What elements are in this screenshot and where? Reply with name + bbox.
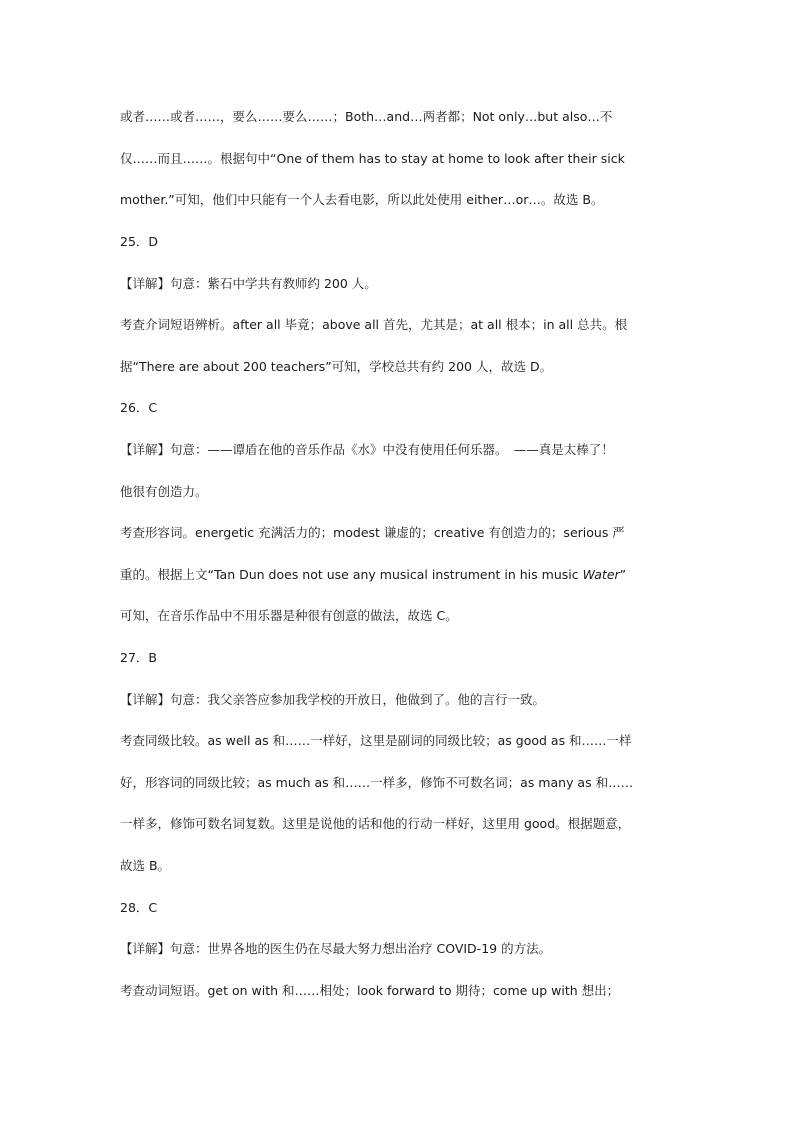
text-line: 或者……或者……，要么……要么……；Both…and…两者都；Not only…but also…不 (120, 109, 613, 124)
text-line: 考查介词短语辨析。after all 毕竟；above all 首先，尤其是；at all 根本；in all 总共。根 (120, 317, 628, 332)
text-line: 【详解】句意：——谭盾在他的音乐作品《水》中没有使用任何乐器。 ——真是太棒了！ (120, 442, 614, 457)
text-line: 故选 B。 (120, 858, 171, 873)
text-line: 可知，在音乐作品中不用乐器是种很有创意的做法，故选 C。 (120, 608, 458, 623)
question-number: 27．B (120, 650, 157, 665)
text-line: 考查形容词。energetic 充满活力的；modest 谦虚的；creative 有创造力的；serious 严 (120, 525, 625, 540)
text-line: 考查动词短语。get on with 和……相处；look forward to 期待；come up with 想出； (120, 983, 620, 998)
text-line: 好，形容词的同级比较；as much as 和……一样多，修饰不可数名词；as many as 和…… (120, 775, 634, 790)
text-line: 他很有创造力。 (120, 484, 208, 499)
italic-title: Water (582, 567, 620, 582)
text-line: 【详解】句意：我父亲答应参加我学校的开放日，他做到了。他的言行一致。 (120, 692, 546, 707)
text-segment: 重的。根据上文“Tan Dun does not use any musical instrument in his music (120, 567, 583, 582)
question-number: 25．D (120, 234, 159, 249)
text-line: 【详解】句意：紫石中学共有教师约 200 人。 (120, 276, 377, 291)
text-line: 仅……而且……。根据句中“One of them has to stay at home to look after their sick (120, 151, 625, 166)
text-line: mother.”可知，他们中只能有一个人去看电影，所以此处使用 either…or…。故选 B。 (120, 192, 604, 207)
question-number: 26．C (120, 400, 158, 415)
text-line: 据“There are about 200 teachers”可知，学校总共有约 200 人，故选 D。 (120, 359, 553, 374)
text-line: 一样多，修饰可数名词复数。这里是说他的话和他的行动一样好，这里用 good。根据题意， (120, 816, 631, 831)
text-line: 考查同级比较。as well as 和……一样好，这里是副词的同级比较；as good as 和……一样 (120, 733, 632, 748)
text-line-with-italic (120, 565, 680, 585)
text-line: 【详解】句意：世界各地的医生仍在尽最大努力想出治疗 COVID-19 的方法。 (120, 941, 552, 956)
question-number: 28．C (120, 900, 158, 915)
text-segment: ” (619, 567, 627, 582)
